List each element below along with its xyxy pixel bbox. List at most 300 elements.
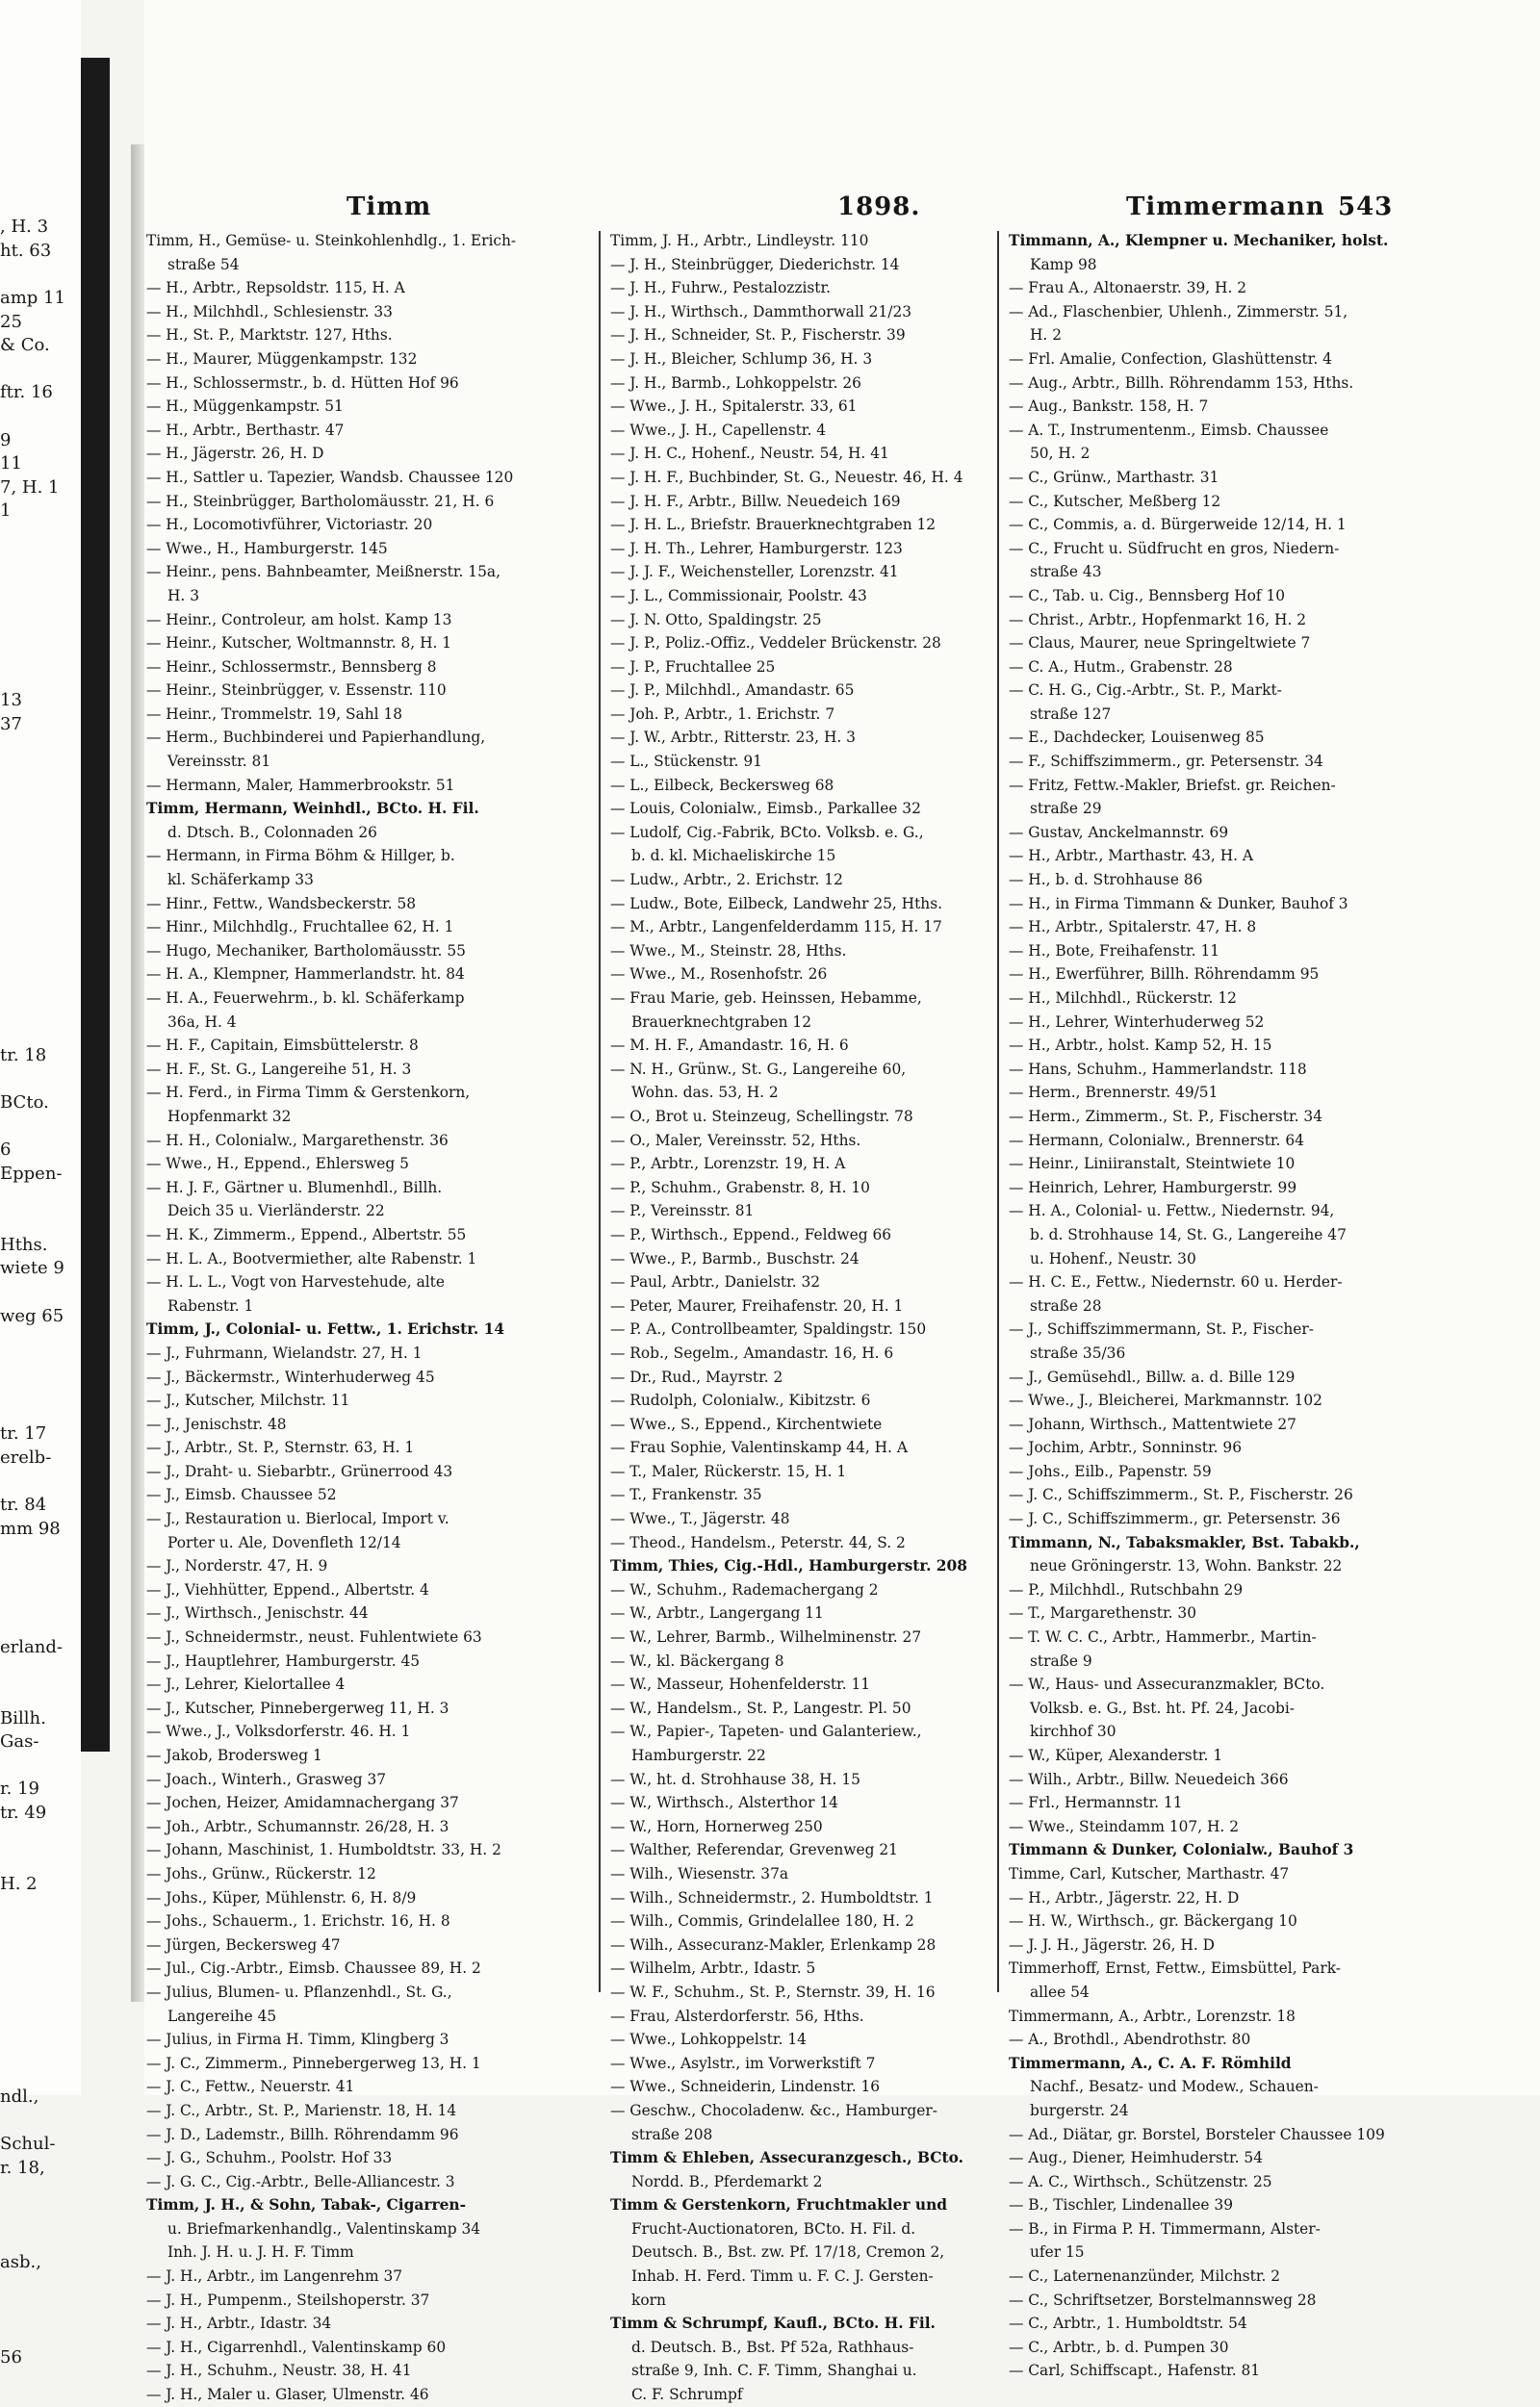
- directory-entry-line: — Wwe., J., Bleicherei, Markmannstr. 102: [1009, 1392, 1322, 1410]
- prev-page-line: [0, 1115, 87, 1139]
- directory-entry-line: Nordd. B., Pferdemarkt 2: [631, 2172, 823, 2190]
- directory-entry-line: — P., Vereinsstr. 81: [610, 1202, 755, 1220]
- prev-page-line: wiete 9: [0, 1258, 64, 1279]
- prev-page-line: [0, 2228, 87, 2252]
- directory-entry-line: — H. K., Zimmerm., Eppend., Albertstr. 55: [146, 1225, 467, 1243]
- prev-page-line: tr. 84: [0, 1495, 47, 1516]
- prev-page-line: [0, 926, 87, 950]
- directory-entry-line: — C. A., Hutm., Grabenstr. 28: [1009, 657, 1233, 676]
- directory-entry-line: ufer 15: [1030, 2243, 1085, 2262]
- prev-page-line: [0, 2204, 87, 2228]
- directory-entry-line: — Johs., Grünw., Rückerstr. 12: [146, 1864, 376, 1882]
- directory-entry-line: — A., Brothdl., Abendrothstr. 80: [1009, 2031, 1251, 2049]
- prev-page-line: Billh.: [0, 1707, 46, 1728]
- directory-entry-line: — H. J. F., Gärtner u. Blumenhdl., Billh.: [146, 1178, 443, 1196]
- directory-entry-line: — Jul., Cig.-Arbtr., Eimsb. Chaussee 89, H. 2: [146, 1959, 481, 1978]
- directory-entry-line: — Rob., Segelm., Amandastr. 16, H. 6: [610, 1344, 894, 1362]
- prev-page-line: [0, 1399, 87, 1423]
- prev-page-line: ndl.,: [0, 2087, 39, 2108]
- directory-entry-line: — J. H., Arbtr., im Langenrehm 37: [146, 2267, 403, 2286]
- prev-page-line: [0, 1896, 87, 1920]
- column-right: [1009, 229, 1389, 2383]
- prev-page-line: tr. 17: [0, 1423, 47, 1445]
- directory-entry-line: — H., Milchhdl., Rückerstr. 12: [1009, 989, 1237, 1007]
- directory-entry-line: straße 28: [1030, 1296, 1102, 1315]
- directory-entry-line: — Louis, Colonialw., Eimsb., Parkallee 32: [610, 800, 921, 818]
- directory-entry-line: — J. G. C., Cig.-Arbtr., Belle-Alliancestr. 3: [146, 2172, 455, 2190]
- directory-entry-line: — M. H. F., Amandastr. 16, H. 6: [610, 1037, 849, 1055]
- directory-entry-line: — Wilh., Assecuranz-Makler, Erlenkamp 28: [610, 1935, 937, 1954]
- prev-page-line: [0, 1589, 87, 1613]
- directory-entry-line: — Ludw., Arbtr., 2. Erichstr. 12: [610, 871, 843, 889]
- prev-page-line: [0, 548, 87, 572]
- directory-entry-line: — H., St. P., Marktstr. 127, Hths.: [146, 326, 393, 345]
- prev-page-line: tr. 49: [0, 1802, 47, 1823]
- directory-entry-line: Timm, J., Colonial- u. Fettw., 1. Erichstr. 14: [146, 1320, 505, 1339]
- directory-entry-line: — Wwe., J., Volksdorferstr. 46. H. 1: [146, 1723, 411, 1741]
- directory-entry-line: — C., Arbtr., b. d. Pumpen 30: [1009, 2338, 1229, 2356]
- directory-entry-line: — Wwe., P., Barmb., Buschstr. 24: [610, 1249, 860, 1268]
- prev-page-line: [0, 2110, 87, 2134]
- directory-entry-line: straße 35/36: [1030, 1344, 1126, 1362]
- directory-entry-line: — J. H. C., Hohenf., Neustr. 54, H. 41: [610, 445, 889, 463]
- prev-page-line: [0, 902, 87, 926]
- directory-entry-line: — Hinr., Fettw., Wandsbeckerstr. 58: [146, 894, 417, 912]
- prev-page-line: [0, 879, 87, 903]
- prev-page-line: Hths.: [0, 1234, 48, 1255]
- header-year: 1898.: [837, 192, 921, 221]
- directory-entry-line: — Ludolf, Cig.-Fabrik, BCto. Volksb. e. G.,: [610, 823, 924, 841]
- directory-entry-line: — H., Milchhdl., Schlesienstr. 33: [146, 302, 393, 320]
- prev-page-line: [0, 571, 87, 595]
- directory-entry-line: — Gustav, Anckelmannstr. 69: [1009, 823, 1229, 841]
- prev-page-line: [0, 760, 87, 784]
- prev-page-line: [0, 1471, 87, 1495]
- prev-page-line: , H. 3: [0, 217, 49, 238]
- directory-entry-line: d. Deutsch. B., Bst. Pf 52a, Rathhaus-: [631, 2338, 914, 2356]
- directory-entry-line: — H., in Firma Timmann & Dunker, Bauhof 3: [1009, 894, 1348, 912]
- directory-entry-line: straße 9: [1030, 1652, 1092, 1670]
- directory-entry-line: — H., Müggenkampstr. 51: [146, 397, 344, 416]
- directory-entry-line: — J., Eimsb. Chaussee 52: [146, 1486, 337, 1504]
- page-number: 543: [1338, 192, 1394, 221]
- directory-entry-line: — Hermann, Maler, Hammerbrookstr. 51: [146, 776, 455, 794]
- prev-page-line: [0, 192, 87, 217]
- directory-entry-line: kirchhof 30: [1030, 1723, 1116, 1741]
- prev-page-line: erelb-: [0, 1447, 52, 1469]
- directory-entry-line: — J. C., Arbtr., St. P., Marienstr. 18, H. 14: [146, 2101, 457, 2119]
- prev-page-line: [0, 783, 87, 807]
- directory-entry-line: Deich 35 u. Vierländerstr. 22: [167, 1202, 385, 1220]
- directory-entry-line: — J. C., Schiffszimmerm., gr. Petersenstr. 36: [1009, 1510, 1341, 1528]
- prev-page-line: r. 19: [0, 1779, 39, 1800]
- directory-entry-line: korn: [631, 2291, 666, 2309]
- directory-entry-line: — T., Frankenstr. 35: [610, 1486, 762, 1504]
- prev-page-line: 6: [0, 1139, 12, 1161]
- prev-page-line: [0, 2062, 87, 2087]
- directory-entry-line: — Johann, Wirthsch., Mattentwiete 27: [1009, 1415, 1296, 1433]
- directory-entry-line: — J. J. H., Jägerstr. 26, H. D: [1009, 1935, 1216, 1954]
- directory-entry-line: — H., Arbtr., Jägerstr. 22, H. D: [1009, 1888, 1240, 1907]
- prev-page-line: Gas-: [0, 1731, 39, 1753]
- directory-entry-line: — J. D., Lademstr., Billh. Röhrendamm 96: [146, 2125, 459, 2143]
- prev-page-line: [0, 618, 87, 642]
- prev-page-line: & Co.: [0, 335, 50, 356]
- directory-entry-line: — J., Bäckermstr., Winterhuderweg 45: [146, 1368, 435, 1386]
- prev-page-line: [0, 405, 87, 429]
- directory-entry-line: — T., Margarethenstr. 30: [1009, 1604, 1196, 1623]
- prev-page-line: [0, 665, 87, 689]
- directory-entry-line: — C., Frucht u. Südfrucht en gros, Niedern-: [1009, 539, 1340, 557]
- directory-entry-line: — O., Maler, Vereinsstr. 52, Hths.: [610, 1131, 861, 1149]
- directory-entry-line: b. d. Strohhause 14, St. G., Langereihe 47: [1030, 1225, 1347, 1243]
- directory-entry-line: — B., in Firma P. H. Timmermann, Alster-: [1009, 2219, 1321, 2238]
- prev-page-line: ht. 63: [0, 240, 52, 261]
- directory-entry-line: — Johs., Schauerm., 1. Erichstr. 16, H. 8: [146, 1912, 450, 1931]
- directory-entry-line: — Wwe., Lohkoppelstr. 14: [610, 2031, 807, 2049]
- directory-entry-line: — H., Arbtr., Marthastr. 43, H. A: [1009, 847, 1254, 865]
- directory-entry-line: — C., Schriftsetzer, Borstelmannsweg 28: [1009, 2291, 1317, 2309]
- directory-entry-line: — J. H., Steinbrügger, Diederichstr. 14: [610, 255, 900, 273]
- prev-page-line: [0, 855, 87, 879]
- directory-entry-line: — Hans, Schuhm., Hammerlandstr. 118: [1009, 1060, 1307, 1078]
- prev-page-line: [0, 168, 87, 192]
- previous-page-fragment: [0, 168, 87, 2368]
- prev-page-line: [0, 2275, 87, 2299]
- directory-entry-line: — Fritz, Fettw.-Makler, Briefst. gr. Reichen-: [1009, 776, 1336, 794]
- directory-entry-line: — C. H. G., Cig.-Arbtr., St. P., Markt-: [1009, 681, 1282, 700]
- directory-entry-line: Nachf., Besatz- und Modew., Schauen-: [1030, 2078, 1319, 2096]
- directory-entry-line: — Heinr., Trommelstr. 19, Sahl 18: [146, 704, 403, 723]
- directory-entry-line: — J. H., Schuhm., Neustr. 38, H. 41: [146, 2362, 412, 2380]
- prev-page-line: [0, 1944, 87, 1968]
- prev-page-line: [0, 524, 87, 548]
- directory-entry-line: — W. F., Schuhm., St. P., Sternstr. 39, H. 16: [610, 1983, 936, 2001]
- directory-entry-line: kl. Schäferkamp 33: [167, 871, 314, 889]
- directory-entry-line: H. 3: [167, 586, 199, 604]
- directory-entry-line: — Ad., Flaschenbier, Uhlenh., Zimmerstr. 51,: [1009, 302, 1348, 320]
- directory-entry-line: — Walther, Referendar, Grevenweg 21: [610, 1841, 898, 1859]
- directory-entry-line: — J. W., Arbtr., Ritterstr. 23, H. 3: [610, 729, 856, 747]
- directory-entry-line: Timm, J. H., Arbtr., Lindleystr. 110: [610, 232, 869, 249]
- directory-entry-line: 36a, H. 4: [167, 1012, 237, 1031]
- directory-entry-line: — J. C., Schiffszimmerm., St. P., Fischerstr. 26: [1009, 1486, 1353, 1504]
- directory-entry-line: Timm, J. H., & Sohn, Tabak-, Cigarren-: [146, 2196, 466, 2215]
- prev-page-line: [0, 2298, 87, 2322]
- directory-entry-line: — J. H., Fuhrw., Pestalozzistr.: [610, 279, 832, 297]
- directory-entry-line: — Carl, Schiffscapt., Hafenstr. 81: [1009, 2362, 1261, 2380]
- directory-entry-line: burgerstr. 24: [1030, 2101, 1129, 2119]
- directory-entry-line: — Wwe., H., Hamburgerstr. 145: [146, 539, 388, 557]
- directory-entry-line: — Frau, Alsterdorferstr. 56, Hths.: [610, 2007, 864, 2025]
- prev-page-line: [0, 1352, 87, 1376]
- directory-entry-line: straße 43: [1030, 563, 1102, 581]
- directory-entry-line: — P. A., Controllbeamter, Spaldingstr. 150: [610, 1320, 927, 1339]
- directory-entry-line: Timmermann, A., C. A. F. Römhild: [1009, 2054, 1292, 2072]
- directory-entry-line: — J. P., Fruchtallee 25: [610, 657, 776, 676]
- directory-entry-line: — J. H., Bleicher, Schlump 36, H. 3: [610, 349, 873, 368]
- directory-entry-line: Timm & Schrumpf, Kaufl., BCto. H. Fil.: [610, 2315, 936, 2333]
- directory-entry-line: Timm, H., Gemüse- u. Steinkohlenhdlg., 1. Erich-: [146, 232, 517, 249]
- prev-page-line: 37: [0, 713, 22, 734]
- directory-entry-line: — Wilh., Arbtr., Billw. Neuedeich 366: [1009, 1770, 1289, 1788]
- directory-entry-line: — H. C. E., Fettw., Niedernstr. 60 u. Herder-: [1009, 1273, 1343, 1292]
- directory-entry-line: Inh. J. H. u. J. H. F. Timm: [167, 2243, 354, 2262]
- directory-entry-line: — H. A., Klempner, Hammerlandstr. ht. 84: [146, 965, 465, 984]
- prev-page-line: [0, 1565, 87, 1589]
- directory-entry-line: straße 9, Inh. C. F. Timm, Shanghai u.: [631, 2362, 917, 2380]
- prev-page-line: [0, 358, 87, 382]
- directory-entry-line: — J. H. Th., Lehrer, Hamburgerstr. 123: [610, 539, 903, 557]
- prev-page-line: [0, 1826, 87, 1850]
- directory-entry-line: — Jakob, Brodersweg 1: [146, 1747, 322, 1764]
- directory-entry-line: — Dr., Rud., Mayrstr. 2: [610, 1368, 783, 1386]
- directory-entry-line: Timmann & Dunker, Colonialw., Bauhof 3: [1009, 1841, 1354, 1859]
- directory-entry-line: — Julius, in Firma H. Timm, Klingberg 3: [146, 2031, 449, 2049]
- directory-entry-line: — Wwe., S., Eppend., Kirchentwiete: [610, 1415, 883, 1433]
- prev-page-line: mm 98: [0, 1518, 61, 1539]
- prev-page-line: 11: [0, 453, 22, 474]
- directory-entry-line: — O., Brot u. Steinzeug, Schellingstr. 78: [610, 1107, 913, 1125]
- prev-page-line: ftr. 16: [0, 382, 53, 403]
- directory-entry-line: — J. L., Commissionair, Poolstr. 43: [610, 586, 867, 604]
- prev-page-line: [0, 1967, 87, 1991]
- directory-entry-line: — Herm., Buchbinderei und Papierhandlung,: [146, 729, 486, 747]
- directory-entry-line: — Heinr., Kutscher, Woltmannstr. 8, H. 1: [146, 634, 452, 653]
- prev-page-line: [0, 832, 87, 856]
- directory-entry-line: — J., Viehhütter, Eppend., Albertstr. 4: [146, 1580, 429, 1599]
- directory-entry-line: — J., Wirthsch., Jenischstr. 44: [146, 1604, 369, 1623]
- prev-page-line: [0, 950, 87, 974]
- directory-entry-line: — Aug., Arbtr., Billh. Röhrendamm 153, Hths.: [1009, 373, 1354, 392]
- directory-entry-line: — Wwe., Steindamm 107, H. 2: [1009, 1817, 1239, 1835]
- prev-page-line: [0, 1187, 87, 1211]
- directory-entry-line: Vereinsstr. 81: [167, 753, 271, 771]
- directory-entry-line: — W., Lehrer, Barmb., Wilhelminenstr. 27: [610, 1628, 922, 1647]
- directory-entry-line: — W., Masseur, Hohenfelderstr. 11: [610, 1676, 871, 1694]
- running-header: [144, 192, 1540, 227]
- directory-entry-line: — Hermann, Colonialw., Brennerstr. 64: [1009, 1131, 1304, 1149]
- directory-entry-line: — W., Arbtr., Langergang 11: [610, 1604, 824, 1623]
- directory-entry-line: — P., Schuhm., Grabenstr. 8, H. 10: [610, 1178, 870, 1196]
- directory-entry-line: — H., Arbtr., Repsoldstr. 115, H. A: [146, 279, 405, 297]
- directory-entry-line: — W., ht. d. Strohhause 38, H. 15: [610, 1770, 860, 1788]
- directory-entry-line: — C., Kutscher, Meßberg 12: [1009, 492, 1221, 510]
- directory-entry-line: Porter u. Ale, Dovenfleth 12/14: [167, 1533, 401, 1551]
- directory-entry-line: Kamp 98: [1030, 255, 1097, 273]
- directory-entry-line: straße 29: [1030, 800, 1102, 818]
- directory-entry-line: Timm & Ehleben, Assecuranzgesch., BCto.: [610, 2149, 963, 2167]
- directory-entry-line: — J. H., Barmb., Lohkoppelstr. 26: [610, 373, 861, 392]
- directory-entry-line: — H., Steinbrügger, Bartholomäusstr. 21, H. 6: [146, 492, 495, 510]
- prev-page-line: 56: [0, 2346, 22, 2368]
- directory-entry-line: — H. F., Capitain, Eimsbüttelerstr. 8: [146, 1037, 419, 1055]
- directory-entry-line: Langereihe 45: [167, 2007, 277, 2025]
- directory-entry-line: — Wwe., M., Steinstr. 28, Hths.: [610, 941, 847, 960]
- directory-entry-line: — H., Maurer, Müggenkampstr. 132: [146, 349, 418, 368]
- prev-page-line: [0, 1920, 87, 1944]
- directory-entry-line: Timmann, N., Tabaksmakler, Bst. Tabakb.,: [1009, 1533, 1360, 1551]
- directory-entry-line: — H. W., Wirthsch., gr. Bäckergang 10: [1009, 1912, 1297, 1931]
- directory-entry-line: — W., Horn, Hornerweg 250: [610, 1817, 823, 1835]
- directory-entry-line: Timmermann, A., Arbtr., Lorenzstr. 18: [1009, 2007, 1296, 2025]
- prev-page-line: [0, 1020, 87, 1044]
- directory-entry-line: — P., Wirthsch., Eppend., Feldweg 66: [610, 1225, 892, 1243]
- directory-entry-line: straße 208: [631, 2125, 713, 2143]
- directory-entry-line: — Julius, Blumen- u. Pflanzenhdl., St. G.,: [146, 1983, 452, 2001]
- directory-entry-line: Wohn. das. 53, H. 2: [631, 1084, 779, 1102]
- directory-entry-line: — Peter, Maurer, Freihafenstr. 20, H. 1: [610, 1296, 904, 1315]
- directory-entry-line: — M., Arbtr., Langenfelderdamm 115, H. 17: [610, 918, 942, 936]
- directory-entry-line: Hopfenmarkt 32: [167, 1107, 292, 1125]
- directory-entry-line: — J. H., Pumpenm., Steilshoperstr. 37: [146, 2291, 430, 2309]
- directory-entry-line: — Aug., Diener, Heimhuderstr. 54: [1009, 2149, 1263, 2167]
- prev-page-line: [0, 1849, 87, 1873]
- directory-entry-line: — H. L. L., Vogt von Harvestehude, alte: [146, 1273, 445, 1292]
- directory-entry-line: — J. P., Poliz.-Offiz., Veddeler Brückenstr. 28: [610, 634, 941, 653]
- directory-entry-line: — Johann, Maschinist, 1. Humboldtstr. 33, H. 2: [146, 1841, 501, 1859]
- directory-entry-line: — H. A., Feuerwehrm., b. kl. Schäferkamp: [146, 989, 465, 1007]
- directory-entry-line: Hamburgerstr. 22: [631, 1747, 766, 1764]
- column-rule: [997, 231, 999, 1992]
- prev-page-line: [0, 2322, 87, 2346]
- prev-page-line: Eppen-: [0, 1163, 63, 1184]
- prev-page-line: r. 18,: [0, 2157, 45, 2178]
- directory-entry-line: Timmerhoff, Ernst, Fettw., Eimsbüttel, Park-: [1009, 1959, 1341, 1978]
- directory-entry-line: — J. H., Schneider, St. P., Fischerstr. 39: [610, 326, 906, 345]
- column-rule: [599, 231, 601, 1992]
- prev-page-line: erland-: [0, 1636, 63, 1657]
- directory-entry-line: — J. N. Otto, Spaldingstr. 25: [610, 610, 822, 628]
- directory-entry-line: Timme, Carl, Kutscher, Marthastr. 47: [1009, 1864, 1290, 1882]
- directory-entry-line: — Heinr., Schlossermstr., Bennsberg 8: [146, 657, 437, 676]
- directory-entry-line: — Rudolph, Colonialw., Kibitzstr. 6: [610, 1392, 871, 1410]
- directory-entry-line: — J., Restauration u. Bierlocal, Import v.: [146, 1510, 449, 1528]
- directory-entry-line: — C., Arbtr., 1. Humboldtstr. 54: [1009, 2315, 1247, 2333]
- directory-entry-line: allee 54: [1030, 1983, 1090, 2001]
- directory-entry-line: — H., b. d. Strohhause 86: [1009, 871, 1203, 889]
- prev-page-line: 1: [0, 500, 12, 522]
- column-middle: [610, 229, 991, 2407]
- directory-entry-line: — Wwe., M., Rosenhofstr. 26: [610, 965, 828, 984]
- directory-entry-line: — J., Arbtr., St. P., Sternstr. 63, H. 1: [146, 1439, 415, 1457]
- directory-entry-line: — Ludw., Bote, Eilbeck, Landwehr 25, Hths.: [610, 894, 942, 912]
- prev-page-line: [0, 1210, 87, 1234]
- prev-page-line: [0, 1991, 87, 2015]
- directory-entry-line: — H., Arbtr., Berthastr. 47: [146, 421, 345, 439]
- directory-entry-line: Deutsch. B., Bst. zw. Pf. 17/18, Cremon 2,: [631, 2243, 945, 2262]
- directory-entry-line: Rabenstr. 1: [167, 1296, 254, 1315]
- header-left-keyword: Timm: [346, 192, 432, 221]
- directory-entry-line: b. d. kl. Michaeliskirche 15: [631, 847, 836, 865]
- directory-entry-line: — A. T., Instrumentenm., Eimsb. Chaussee: [1009, 421, 1329, 439]
- prev-page-line: [0, 1328, 87, 1352]
- prev-page-line: [0, 1068, 87, 1092]
- prev-page-line: [0, 807, 87, 832]
- directory-entry-line: d. Dtsch. B., Colonnaden 26: [167, 823, 377, 841]
- directory-entry-line: Timm, Hermann, Weinhdl., BCto. H. Fil.: [146, 800, 479, 818]
- directory-entry-line: — J. H., Cigarrenhdl., Valentinskamp 60: [146, 2338, 447, 2356]
- directory-entry-line: — Heinrich, Lehrer, Hamburgerstr. 99: [1009, 1178, 1297, 1196]
- directory-entry-line: — W., Haus- und Assecuranzmakler, BCto.: [1009, 1676, 1325, 1694]
- directory-entry-line: Volksb. e. G., Bst. ht. Pf. 24, Jacobi-: [1030, 1699, 1295, 1717]
- directory-entry-line: — Paul, Arbtr., Danielstr. 32: [610, 1273, 821, 1292]
- directory-entry-line: — Herm., Zimmerm., St. P., Fischerstr. 34: [1009, 1107, 1323, 1125]
- directory-entry-line: — H., Bote, Freihafenstr. 11: [1009, 941, 1220, 960]
- directory-entry-line: — Joach., Winterh., Grasweg 37: [146, 1770, 387, 1788]
- prev-page-line: amp 11: [0, 287, 65, 308]
- header-right-keyword: Timmermann: [1126, 192, 1325, 221]
- directory-entry-line: — F., Schiffszimmerm., gr. Petersenstr. 34: [1009, 753, 1323, 771]
- directory-entry-line: — J. G., Schuhm., Poolstr. Hof 33: [146, 2149, 393, 2167]
- directory-entry-line: — Joh., Arbtr., Schumannstr. 26/28, H. 3: [146, 1817, 449, 1835]
- directory-entry-line: — Joh. P., Arbtr., 1. Erichstr. 7: [610, 704, 835, 723]
- directory-entry-line: — Wwe., J. H., Spitalerstr. 33, 61: [610, 397, 858, 416]
- prev-page-line: [0, 1683, 87, 1707]
- directory-entry-line: — Frl., Hermannstr. 11: [1009, 1794, 1183, 1812]
- prev-page-line: [0, 2014, 87, 2038]
- directory-entry-line: — Wwe., Asylstr., im Vorwerkstift 7: [610, 2054, 876, 2072]
- directory-entry-line: — Wwe., T., Jägerstr. 48: [610, 1510, 790, 1528]
- directory-entry-line: — J., Lehrer, Kielortallee 4: [146, 1676, 346, 1694]
- directory-entry-line: — J., Kutscher, Milchstr. 11: [146, 1392, 350, 1410]
- prev-page-line: tr. 18: [0, 1044, 47, 1065]
- directory-entry-line: — H. F., St. G., Langereihe 51, H. 3: [146, 1060, 412, 1078]
- prev-page-line: [0, 1541, 87, 1565]
- directory-page: [144, 0, 1540, 2404]
- prev-page-line: 9: [0, 429, 12, 450]
- directory-entry-line: — W., Papier-, Tapeten- und Galanteriew.,: [610, 1723, 922, 1741]
- directory-entry-line: 50, H. 2: [1030, 445, 1091, 463]
- prev-page-line: asb.,: [0, 2252, 41, 2273]
- directory-entry-line: — J., Gemüsehdl., Billw. a. d. Bille 129: [1009, 1368, 1296, 1386]
- directory-entry-line: — J. H. L., Briefstr. Brauerknechtgraben 12: [610, 516, 937, 534]
- directory-entry-line: — C., Tab. u. Cig., Bennsberg Hof 10: [1009, 586, 1286, 604]
- directory-entry-line: — Frau A., Altonaerstr. 39, H. 2: [1009, 279, 1247, 297]
- directory-entry-line: — H., Jägerstr. 26, H. D: [146, 445, 324, 463]
- directory-entry-line: — H., Sattler u. Tapezier, Wandsb. Chaussee 120: [146, 468, 514, 486]
- directory-entry-line: u. Briefmarkenhandlg., Valentinskamp 34: [167, 2219, 481, 2238]
- directory-entry-line: — B., Tischler, Lindenallee 39: [1009, 2196, 1234, 2215]
- prev-page-line: [0, 1659, 87, 1683]
- directory-entry-line: u. Hohenf., Neustr. 30: [1030, 1249, 1196, 1268]
- directory-entry-line: — C., Laternenanzünder, Milchstr. 2: [1009, 2267, 1281, 2286]
- directory-entry-line: — H., Arbtr., holst. Kamp 52, H. 15: [1009, 1037, 1272, 1055]
- prev-page-line: [0, 1375, 87, 1399]
- directory-entry-line: — J., Norderstr. 47, H. 9: [146, 1557, 328, 1575]
- directory-entry-line: — H. A., Colonial- u. Fettw., Niedernstr. 94,: [1009, 1202, 1335, 1220]
- directory-entry-line: — Heinr., Liniiranstalt, Steintwiete 10: [1009, 1155, 1296, 1173]
- prev-page-line: 25: [0, 311, 22, 332]
- prev-page-line: [0, 1754, 87, 1779]
- directory-entry-line: — J., Hauptlehrer, Hamburgerstr. 45: [146, 1652, 421, 1670]
- prev-page-line: [0, 736, 87, 760]
- directory-entry-line: — Ad., Diätar, gr. Borstel, Borsteler Chaussee 109: [1009, 2125, 1385, 2143]
- directory-entry-line: neue Gröningerstr. 13, Wohn. Bankstr. 22: [1030, 1557, 1343, 1575]
- directory-entry-line: — J., Fuhrmann, Wielandstr. 27, H. 1: [146, 1344, 423, 1362]
- directory-entry-line: — L., Eilbeck, Beckersweg 68: [610, 776, 834, 794]
- directory-entry-line: Inhab. H. Ferd. Timm u. F. C. J. Gersten-: [631, 2267, 934, 2286]
- directory-entry-line: — Theod., Handelsm., Peterstr. 44, S. 2: [610, 1533, 906, 1551]
- directory-entry-line: — P., Arbtr., Lorenzstr. 19, H. A: [610, 1155, 846, 1173]
- directory-entry-line: — J., Schiffszimmermann, St. P., Fischer-: [1009, 1320, 1314, 1339]
- directory-entry-line: — J., Jenischstr. 48: [146, 1415, 287, 1433]
- directory-entry-line: Timm, Thies, Cig.-Hdl., Hamburgerstr. 208: [610, 1557, 967, 1575]
- directory-entry-line: — Hugo, Mechaniker, Bartholomäusstr. 55: [146, 941, 466, 960]
- directory-entry-line: — Heinr., Controleur, am holst. Kamp 13: [146, 610, 452, 628]
- directory-entry-line: — H., Ewerführer, Billh. Röhrendamm 95: [1009, 965, 1320, 984]
- directory-entry-line: — Hinr., Milchhdlg., Fruchtallee 62, H. 1: [146, 918, 454, 936]
